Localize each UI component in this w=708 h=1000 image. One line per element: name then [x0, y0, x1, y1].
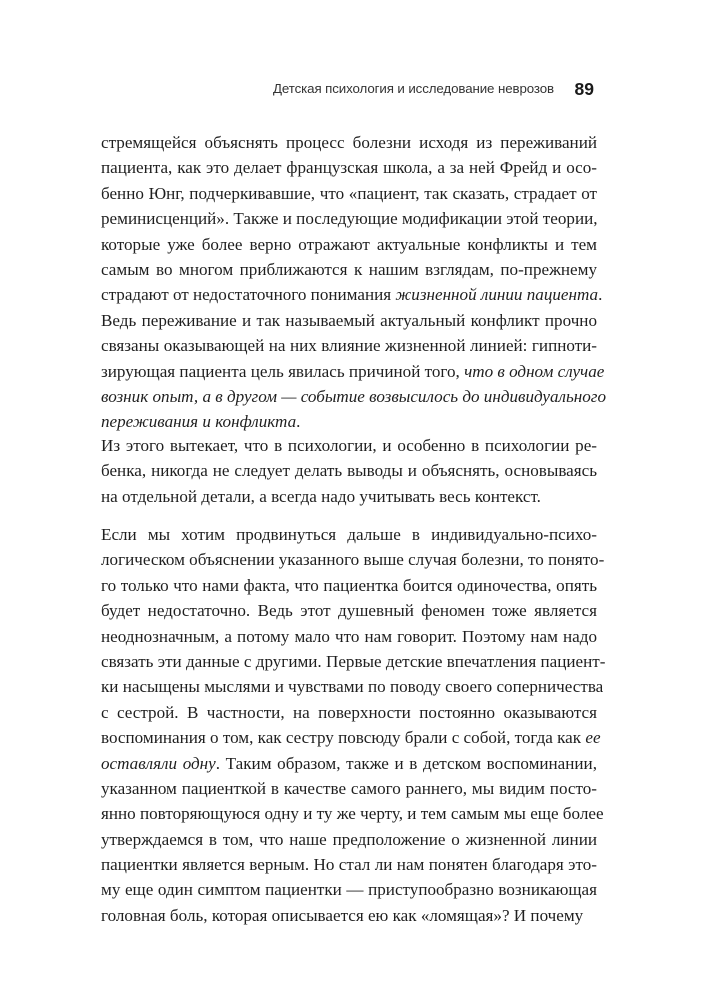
text-segment: связаны оказывающей на них влияние жизненной линией: гипноти- — [101, 336, 597, 356]
text-line — [101, 877, 597, 902]
text-line — [101, 282, 603, 307]
text-line — [101, 333, 597, 358]
italic-text: жизненной линии пациента — [395, 285, 599, 305]
running-head — [250, 76, 594, 102]
italic-text: оставляли одну — [101, 753, 216, 773]
text-line — [101, 232, 597, 257]
text-segment: воспоминания о том, как сестру повсюду брали с собой, тогда как — [101, 728, 586, 748]
text-line — [101, 206, 597, 231]
text-segment: реминисценций». Также и последующие модификации этой теории, — [101, 209, 598, 229]
text-line — [101, 801, 604, 826]
text-segment: пациента, как это делает французская школа, а за ней Фрейд и осо- — [101, 158, 597, 178]
text-segment: Если мы хотим продвинуться дальше в индивидуально-психо- — [101, 525, 597, 544]
text-segment: страдают от недостаточного понимания — [101, 285, 396, 305]
page-number: 89 — [574, 79, 594, 99]
text-line — [101, 409, 597, 434]
text-segment: пациентки является верным. Но стал ли нам понятен благодаря это- — [101, 855, 597, 875]
text-line — [101, 751, 597, 776]
italic-text: что в одном случае — [464, 361, 605, 381]
text-segment: Из этого вытекает, что в психологии, и особенно в психологии ре- — [101, 436, 597, 455]
text-line — [101, 359, 605, 384]
text-line — [101, 827, 597, 852]
text-line — [101, 547, 605, 572]
paragraph-2 — [101, 433, 597, 509]
text-segment: Ведь переживание и так называемый актуальный конфликт прочно — [101, 310, 597, 330]
text-line — [101, 433, 597, 458]
text-line — [101, 624, 597, 649]
text-line — [101, 384, 607, 409]
text-segment: му еще один симптом пациентки — приступообразно возникающая — [101, 880, 597, 900]
italic-text: переживания и конфликта — [101, 412, 297, 432]
text-segment: головная боль, которая описывается ею как «ломящая»? И почему — [101, 905, 584, 925]
text-segment: с сестрой. В частности, на поверхности постоянно оказываются — [101, 702, 597, 722]
text-line — [101, 725, 601, 750]
text-line — [101, 308, 597, 333]
text-line — [101, 130, 597, 155]
text-segment: утверждаемся в том, что наше предположение о жизненной линии — [101, 829, 597, 849]
text-segment: логическом объяснении указанного выше случая болезни, то понято- — [101, 550, 605, 570]
text-segment: бенно Юнг, подчеркивавшие, что «пациент, так сказать, страдает от — [101, 183, 597, 203]
italic-text: ее — [585, 728, 601, 748]
text-segment: будет недостаточно. Ведь этот душевный феномен тоже является — [101, 601, 597, 621]
paragraph-1 — [101, 130, 607, 435]
text-segment: на отдельной детали, а всегда надо учитывать весь контекст. — [101, 486, 541, 506]
text-segment: которые уже более верно отражают актуальные конфликты и тем — [101, 234, 597, 254]
text-segment: го только что нами факта, что пациентка боится одиночества, опять — [101, 575, 597, 595]
text-line — [101, 181, 597, 206]
text-segment: связать эти данные с другими. Первые детские впечатления пациент- — [101, 651, 606, 671]
text-line — [101, 257, 597, 282]
text-line — [101, 484, 597, 509]
text-segment: указанном пациенткой в качестве самого раннего, мы видим посто- — [101, 778, 597, 798]
text-line — [101, 674, 604, 699]
text-line — [101, 573, 597, 598]
text-line — [101, 458, 597, 483]
italic-text: возник опыт, а в другом — событие возвысилось до индивидуального — [101, 386, 607, 406]
text-segment: стремящейся объяснять процесс болезни исходя из переживаний — [101, 133, 597, 152]
text-segment: самым во многом приближаются к нашим взглядам, по-прежнему — [101, 259, 597, 279]
running-title: Детская психология и исследование неврозов — [273, 81, 554, 96]
text-segment: ки насыщены мыслями и чувствами по поводу своего соперничества — [101, 677, 604, 697]
text-line — [101, 598, 597, 623]
paragraph-3 — [101, 522, 606, 928]
text-line — [101, 155, 597, 180]
text-line — [101, 852, 597, 877]
text-segment: зирующая пациента цель явилась причиной того, — [101, 361, 465, 381]
text-segment: . — [598, 285, 603, 305]
text-segment: янно повторяющуюся одну и ту же черту, и тем самым мы еще более — [101, 804, 604, 824]
text-segment: неоднозначным, а потому мало что нам говорит. Поэтому нам надо — [101, 626, 597, 646]
text-segment: бенка, никогда не следует делать выводы и объяснять, основываясь — [101, 461, 597, 481]
text-segment: . Таким образом, также и в детском воспоминании, — [215, 753, 597, 773]
text-line — [101, 649, 606, 674]
text-line — [101, 776, 597, 801]
text-line — [101, 700, 597, 725]
text-segment: . — [296, 412, 301, 432]
text-line — [101, 903, 597, 928]
text-line — [101, 522, 597, 547]
